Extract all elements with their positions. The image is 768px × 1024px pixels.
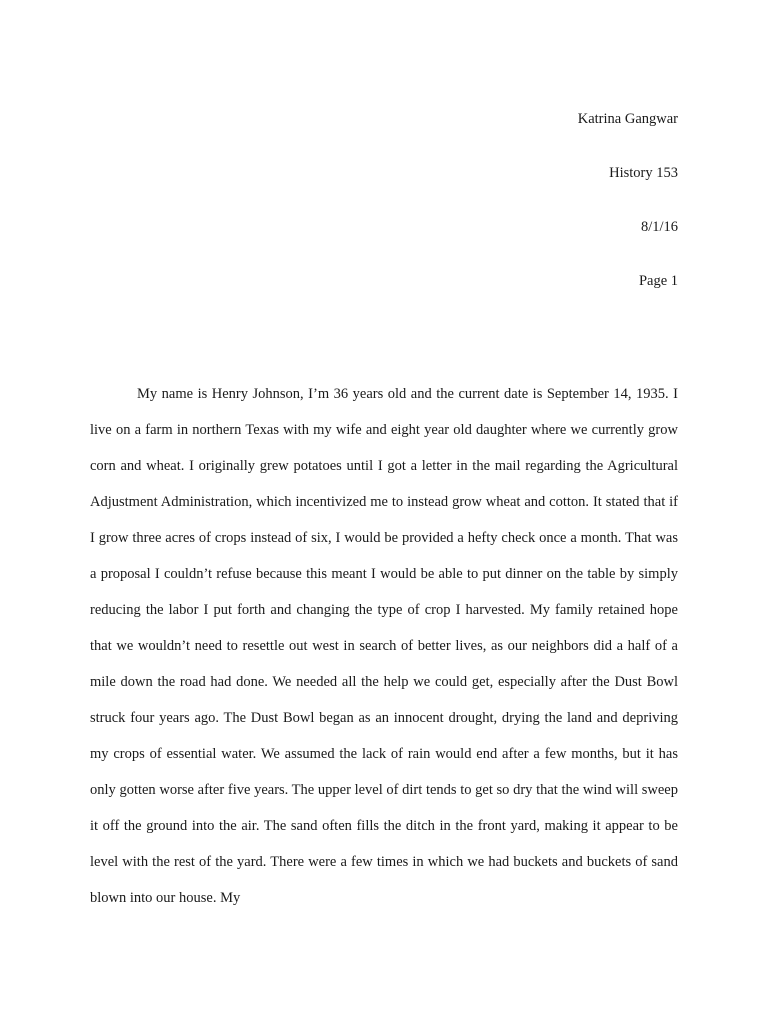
author-name: Katrina Gangwar — [577, 111, 678, 127]
header-block — [578, 110, 678, 326]
body-paragraph: My name is Henry Johnson, I’m 36 years old and the current date is September 14, 1935. I live on a farm in northern Texas with my wife and eight year old daughter where we currently grow corn and wheat. I originally grew potatoes until I got a letter in the mail regarding the Agricultural Adjustment Administration, which incentivized me to instead grow wheat and cotton. It stated that if I grow three acres of crops instead of six, I would be provided a hefty check once a month. That was a proposal I couldn’t refuse because this meant I would be able to put dinner on the table by simply reducing the labor I put forth and changing the type of crop I harvested. My family retained hope that we wouldn’t need to resettle out west in search of better lives, as our neighbors did a half of a mile down the road had done. We needed all the help we could get, especially after the Dust Bowl struck four years ago. The Dust Bowl began as an innocent drought, drying the land and depriving my crops of essential water. We assumed the lack of rain would end after a few months, but it has only gotten worse after five years. The upper level of dirt tends to get so dry that the wind will sweep it off the ground into the air. The sand often fills the ditch in the front yard, making it appear to be level with the rest of the yard. There were a few times in which we had buckets and buckets of sand blown into our house. My — [90, 386, 678, 906]
page-number: Page 1 — [638, 273, 678, 289]
document-date: 8/1/16 — [640, 219, 678, 235]
course-name: History 153 — [609, 165, 678, 181]
